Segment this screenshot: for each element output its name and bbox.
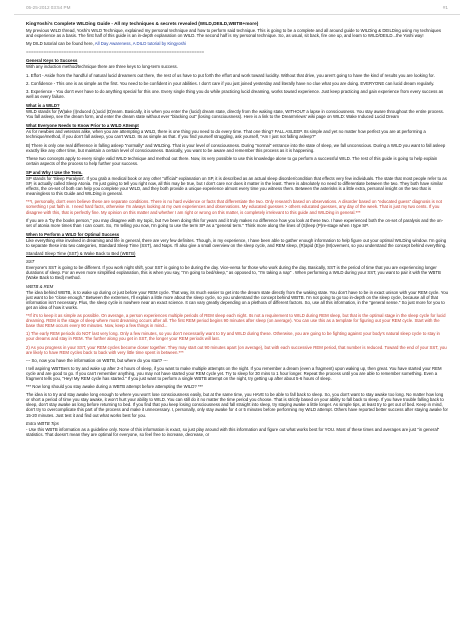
wbtb-tips-intro: --- So, now you have the information on WBTB, but where do you start? ---	[26, 357, 168, 363]
general-key-effort: 1. Effort - Aside from the handful of natural lucid dreamers out there, the rest of us have to put forth the effort and work toward lucidity. Without that drive, you aren't going to have the kind of results you are looking for.	[26, 72, 435, 78]
wbtb-tips-2: *** Now long should you stay awake during a WBTB attempt before attempting the WILD? ***	[26, 384, 203, 390]
post-body	[26, 21, 448, 437]
heading-general-keys: General Keys to Success	[26, 58, 78, 64]
general-key-confidence: 2. Confidence - This one is as simple as the first. You need to be confident in your abilities. I don't care if you just joined yesterday and literally have no clue what you are doing. EVERYONE can lucid dream regularly.	[26, 80, 435, 86]
heading-what-is-wild: What is a WILD?	[26, 102, 60, 108]
rem-note: **If it's to keep it as simple as possible. On average, a person experiences multiple periods of REM sleep each night. Its not a requirement to WILD during REM sleep, but that is the optimal stage in the sleep cycle for lucid dreaming. REM is the stage of sleep where most dreaming occurs after all. The first REM period begins 90 minutes after sleep (on average). You can use this as a template for figuring out your REM cycle. Start with the base that REM occurs every 90 minutes. Now, keep a few things in mind...	[26, 313, 446, 329]
prior-summary: These two concepts apply to every single valid WILD technique and method out there. Now, its very possible to use this knowledge alone to go perform a successful WILD. The rest of this guide is going to help explain certain aspects of the process to help further your success.	[26, 155, 438, 166]
general-lead: With any induction method/technique there are three keys to long-term success.	[26, 64, 178, 70]
what-is-wild-body: WILD stands for (W)ake (I)nduced (L)ucid (D)ream. Basically, it is when you enter the (lucid) dream state, directly from the waking state, WITHOUT a lapse in consciousness. You stay aware throughout the entire process. You fall asleep, see the dream form, and enter the dream state without ever "blacking out" (losing consciousness). Here is a link to the DreamViews' wiki page on WILD: Wake Induced Lucid Dream	[26, 109, 445, 120]
general-key-experience: 3. Experience - You don't ever have to do anything special for this one. Every single thing you do while practicing lucid dreaming, works toward experience. Just keep practicing and gain experience from every success as well as every failure.	[26, 88, 444, 99]
rem-point-1: 1) The early REM periods do NOT last very long. Only a few minutes, so you don't necessarily want to try and WILD during these. Otherwise, you are going to be fighting against your body's natural sleep cycle to stay in your dreams and stay in REM. The further along you get in SST, the longer your REM periods will last.	[26, 331, 440, 342]
when-paragraph: Like everything else involved in dreaming and life in general, there are very few definites. Though, in my experience, I have been able to gather enough information to help figure out your optimal WILDing window. I'm going to separate these into two categories, Standard Sleep Time (SST), and Naps. I'll also give a small overview on the sleep cycle, and REM sleep, (R)apid (E)ye (M)ovement, so you understand the concept behind everything.	[26, 237, 447, 248]
subheading-sst-wbtb: Standard Sleep Time (SST) & Wake Back to Bed (WBTB)	[26, 251, 136, 257]
prior-point-a: As for newbies and veterans alike, when you are attempting a WILD, there is one thing you need to do every time. That one thing? FALL ASLEEP. Its simple and yet no matter how perfect you are at performing a technique/method, if you don't fall asleep, you can't WILD. Its as simple as that. If you find yourself struggling, ask yourself, "Am I just not falling asleep?"	[26, 129, 426, 140]
prior-point-b: B) There is only one real difference in falling asleep "normally" and WILDing. That is your level of consciousness. During "normal" entrance into the state of sleep, we fall unconscious. During a WILD you want to fall asleep exactly like any other time, but maintain a certain level of consciousness. Basically, you want to be aware and remember this process as it is happening.	[26, 142, 446, 153]
post-header	[14, 0, 460, 15]
post-date: 05-25-2012 03:54 PM	[26, 4, 71, 10]
section-divider: =======================================================================	[26, 49, 205, 55]
extra-tips-body: - Use this WBTB information as a guideline only. None of this information is exact, so just play around with this information and figure out what works best for YOU. Most of these times and averages are just "in general" statistics. That doesn't mean they are optimal for everyone, so feel free to increase, decrease, or	[26, 426, 440, 437]
post-number: #1	[442, 4, 448, 10]
heading-when-to-perform: When to Perform a WILD for Optimal Success	[26, 231, 120, 237]
wbtb-body: The idea behind WBTB, is to wake up during or just before your REM cycle. That way, its much easier to get into the dream state directly from the waking state. You don't have to be in exact unison with your REM cycle. You just want to be "close enough." Between the extremes, I'll explain a little more about the sleep cycle, so you understand the concept behind WBTB. I'm not going to go too in-depth on the sleep cycle, because all of that information isn't necessary. Plus, the sleep cycle is nowhere near an exact science. It can vary greatly depending on a plethora of different factors. So, use all this information, in the "general sense." So just more for you to get an idea of how it works.	[26, 289, 448, 310]
wbtb-tips-1: I tell aspiring WBTBers to try and wake up after 2-4 hours of sleep, if you want to make multiple attempts on the night. If you remember a dream (even a fragment) upon waking up, then great. You have started your REM cycle and are good to go. If you can't remember anything, you may not have started your REM cycle yet. Try to sleep for 30 mins to 1 hour longer. Repeat the process until you are able to remember something. Even a fragment tells you, "Hey! My REM cycle has started." If you just want to perform a single WBTB attempt on the night, try getting up after about 5-6 hours of sleep.	[26, 365, 442, 381]
rem-point-2: 2) As you progress in your SST, your REM cycles become closer together. They may start out 90 minutes apart (on average), but with each successive REM period, that number is reduced. Toward the end of your SST, you are likely to have REM cycles back to back with very little time spent in between.***	[26, 344, 447, 355]
heading-prior-to-attempt: What Everyone Needs to Know Prior to a WILD Attempt	[26, 123, 139, 129]
sp-paragraph-3: If you are a "by the books person," you may disagree with my topic, but I've been doing this for years and it truly makes no difference how you look at these two. I have experienced both the on-set of paralysis and the on-set of atonia more times than I can count. So, I'm telling you now, I'm going to use the term SP as a "general term." Think more along the lines of (S)leep (P)re-stage when I type SP.	[26, 217, 444, 228]
wbtb-tips-3: The idea is to try and stay awake long enough to where you won't lose consciousness easily, but at the same time, you HAVE to be able to fall back to sleep. So, you don't want to stay awake too long. No matter how long or short a period of time you stay awake, it won't hurt your ability to WILD. You can still do it no matter the time period you choose. That is strictly based on your ability to fall back to sleep. If you have trouble falling back to sleep, don't stay awake as long before returning to bed. If you find that you keep losing consciousness and fall straight into sleep, try staying awake a little longer. As simple tips, at least try to get out of bed. Keep in mind, don't try to overcomplicate this part of the process and make it unnecessary. I, personally, only stay awake for 4 or 5 minutes before performing my WILD attempt. Others have reported better success after staying awake for 15-20 minutes. Just test it and find out what works best for you.	[26, 392, 448, 418]
guide-title: KingYoshi's Complete WILDing Guide - All my techniques & secrets revealed (WILD,DEILD,WBTB+more)	[26, 21, 259, 26]
label-wbtb-rem: WBTB & REM	[26, 283, 54, 289]
sp-asterisk-note: ***I, personally, don't even believe these are separate conditions. There is no hard evidence or facts that differentiate the two. Only research based on observations. A disorder based on "educated guess" diagnosis is not something I put faith in. I need hard facts, otherwise I'm always looking at my own experiences and observations. My educated guesses > others educated guesses, any day of the week. That is just my two cents. If you disagree with this, that is perfectly fine. My opinion on this matter and whether I am right or wrong on this matter, is completely irrelevant to this guide and WILDing in general.***	[26, 199, 442, 215]
label-extra-tips: Extra WBTB Tips	[26, 420, 59, 426]
intro-paragraph: My previous WILD thread, Yoshi's WILD Technique, explained my personal technique and how to perform said technique. This is going to be a complete and all around guide to WILDing & DEILDing using my techniques and experience as a basis. The first half of this guide is an in-depth explanation on WILD. The second half is my personal technique. So, as usual, sit back, fire one up, and learn to WILD/DEILD...the Yoshi way!	[26, 28, 442, 39]
intro-link-line	[26, 41, 448, 46]
sst-body: Everyone's SST is going to be different. If you work night shift, your SST is going to be during the day. Vice-versa for those who work during the day. Basically, SST is the period of time that you are experiencing longer durations of sleep. For an even more simplified explanation, this is when you say, "I'm going to bed/sleep," as opposed to, "I'm taking a nap" . When performing a WILD during your SST, you want to pair it with the WBTB (Wake Back to Bed) method.	[26, 265, 441, 281]
heading-sp: SP and Why I Use the Term.	[26, 169, 83, 175]
dild-tutorial-link[interactable]: All Day Awareness, A DILD tutorial by Kingyoshi	[94, 41, 186, 47]
intro-link-text: My DILD tutorial can be found here,	[26, 41, 95, 47]
sp-paragraph-1: SP stands for 'Sleep Paralysis'. If you grab a medical book or any other "official" explanation on SP, it is described as an actual sleep disorder/condition that effects very few individuals. The state that most people refer to as SP, is actually called Sleep Atonia. I'm just going to tell you right now, all this may be true, but I don't care nor does it matter in the least. There is absolutely no need to differentiate between the two. They both have similar effects, the on-set of both can help you complete your WILD, and they both provide a unique experience almost every time you witness them. Between the asterisks is a little extra, personal insight on the two that is meaningless to this Guide and WILDing in general.	[26, 175, 447, 197]
label-sst: SST	[26, 259, 35, 265]
